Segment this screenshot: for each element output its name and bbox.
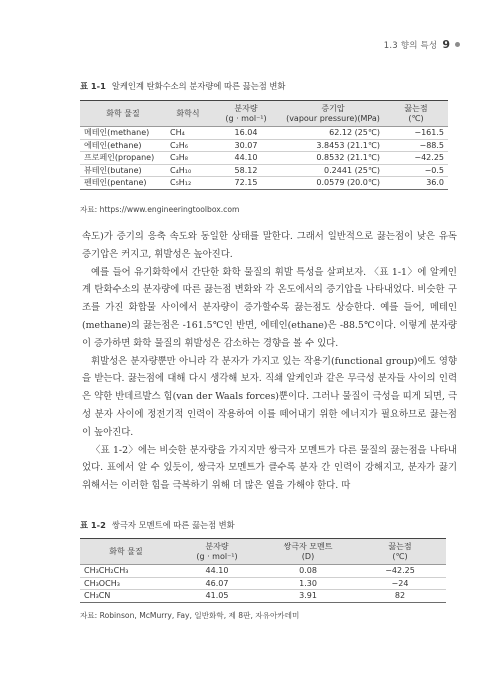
page-number: 9 (442, 38, 450, 51)
section-title: 1.3 향의 특성 (383, 40, 438, 51)
col-formula: 화학식 (176, 108, 200, 118)
col-bp: 끓는점 (℃) (404, 103, 428, 123)
table-row: CH₃CH₂CH₃ 44.10 0.08 −42.25 (80, 565, 446, 578)
body-text (82, 228, 457, 495)
table-row: 펜테인(pentane) C₅H₁₂ 72.15 0.0579 (20.0℃) 36.0 (80, 177, 448, 190)
col-vp: 증기압 (vapour pressure)(MPa) (286, 103, 380, 123)
table1-caption (80, 80, 285, 92)
table1-label: 표 1-1 (80, 81, 106, 91)
table-row: 프로페인(propane) C₃H₈ 44.10 0.8532 (21.1℃) −42.25 (80, 152, 448, 165)
col-mw: 분자량 (g · mol⁻¹) (225, 103, 267, 123)
table1-header-row (80, 101, 448, 127)
table1-source: 자료: https://www.engineeringtoolbox.com (80, 205, 240, 214)
paragraph: 휘발성은 분자량뿐만 아니라 각 분자가 가지고 있는 작용기(functional group)에도 영향을 받는다. 끓는점에 대해 다시 생각해 보자. 직쇄 알케인과 같은 무극성 분자들 사이의 인력은 약한 반데르발스 힘(van der Waals forces)뿐이다. 그러나 물질이 극성을 띠게 되면, 극성 분자 사이에 정전기적 인력이 작용하여 이를 떼어내기 위한 에너지가 필요하므로 끓는점이 높아진다. (82, 355, 457, 438)
table2-caption (80, 519, 235, 531)
col-substance: 화학 물질 (106, 108, 140, 118)
table2 (80, 538, 446, 603)
col-substance: 화학 물질 (109, 546, 143, 556)
table2-header-row (80, 539, 446, 565)
table-row: 뷰테인(butane) C₄H₁₀ 58.12 0.2441 (25℃) −0.5 (80, 164, 448, 177)
table-row: CH₃OCH₃ 46.07 1.30 −24 (80, 577, 446, 590)
paragraph: 〈표 1-2〉에는 비슷한 분자량을 가지지만 쌍극자 모멘트가 다른 물질의 끓는점을 나타내었다. 표에서 알 수 있듯이, 쌍극자 모멘트가 클수록 분자 간 인력이 강해지고, 분자가 끓기 위해서는 이러한 힘을 극복하기 위해 더 많은 열을 가해야 한다. 따 (82, 444, 457, 492)
paragraph: 속도)가 증기의 응축 속도와 동일한 상태를 말한다. 그래서 일반적으로 끓는점이 낮은 유독 증기압은 커지고, 휘발성은 높아진다. (82, 231, 457, 260)
col-dipole: 쌍극자 모멘트 (D) (283, 541, 333, 561)
col-mw: 분자량 (g · mol⁻¹) (196, 541, 238, 561)
table2-title: 쌍극자 모멘트에 따른 끓는점 변화 (111, 520, 235, 530)
table1-title: 알케인계 탄화수소의 분자량에 따른 끓는점 변화 (111, 81, 286, 91)
table-row: 메테인(methane) CH₄ 16.04 62.12 (25℃) −161.5 (80, 127, 448, 140)
bullet-icon (455, 42, 460, 47)
table1 (80, 100, 448, 190)
table2-source: 자료: Robinson, McMurry, Fay, 일반화학, 제 8판, 자유아카데미 (80, 611, 300, 620)
table2-label: 표 1-2 (80, 520, 106, 530)
table-row: CH₃CN 41.05 3.91 82 (80, 590, 446, 603)
table-row: 에테인(ethane) C₂H₆ 30.07 3.8453 (21.1℃) −88.5 (80, 139, 448, 152)
paragraph: 예를 들어 유기화학에서 간단한 화학 물질의 휘발 특성을 살펴보자. 〈표 1-1〉에 알케인계 탄화수소의 분자량에 따른 끓는점 변화와 각 온도에서의 증기압을 나타내었다. 비슷한 구조를 가진 화합물 사이에서 분자량이 증가할수록 끓는점도 상승한다. 예를 들어, 메테인(methane)의 끓는점은 -161.5℃인 반면, 에테인(ethane)은 -88.5℃이다. 이렇게 분자량이 증가하면 화학 물질의 휘발성은 감소하는 경향을 볼 수 있다. (82, 266, 457, 349)
col-bp: 끓는점 (℃) (388, 541, 412, 561)
running-header (384, 38, 460, 51)
